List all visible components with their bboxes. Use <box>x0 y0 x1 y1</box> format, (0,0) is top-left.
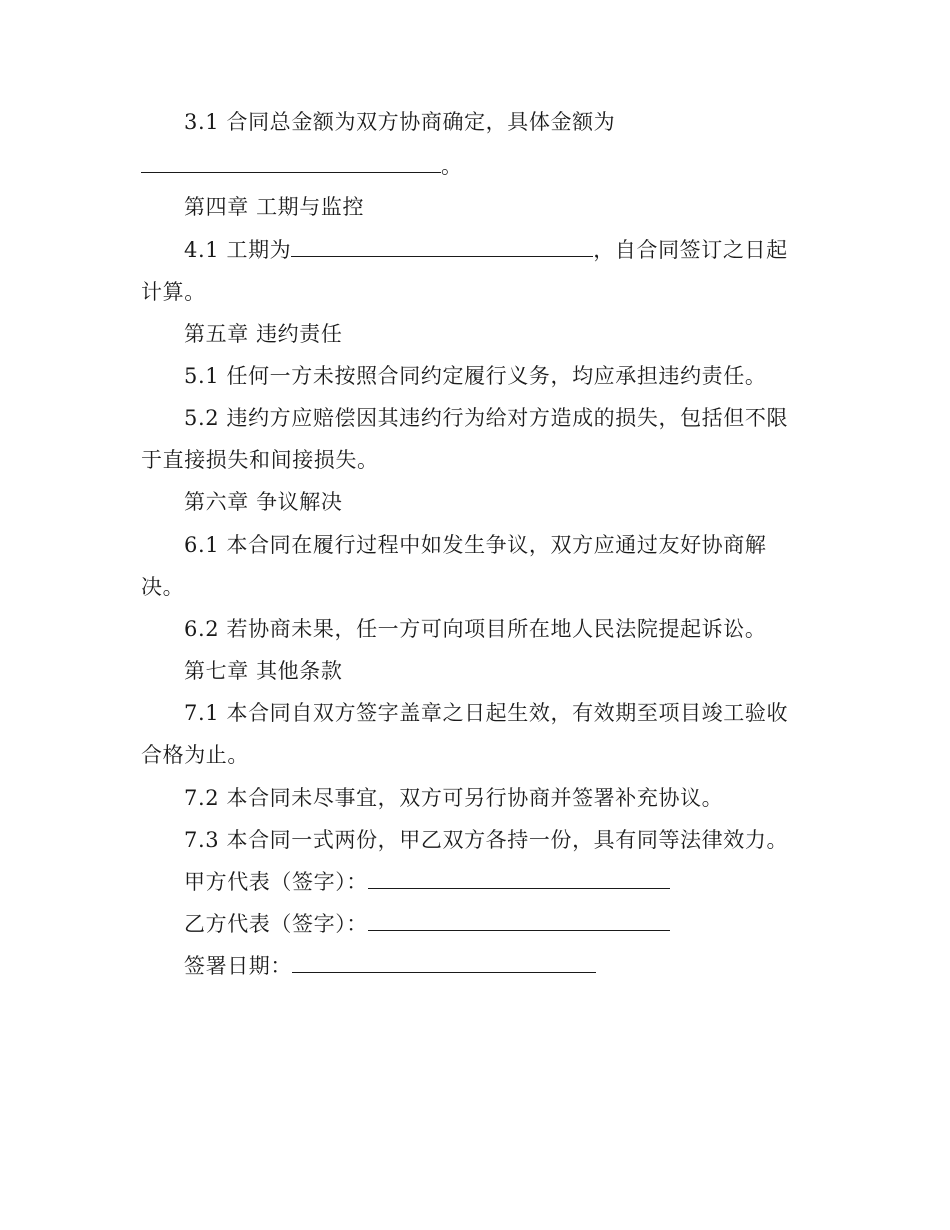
party-a-signature-label: 甲方代表（签字）： <box>184 870 368 894</box>
clause-3-1-end: 。 <box>441 154 463 178</box>
clause-7-2-text: 7.2 本合同未尽事宜，双方可另行协商并签署补充协议。 <box>184 786 724 810</box>
clause-5-1 <box>0 362 950 390</box>
chapter-5-title <box>0 320 950 348</box>
clause-4-1-line2-text: 计算。 <box>141 280 206 304</box>
clause-6-2-text: 6.2 若协商未果，任一方可向项目所在地人民法院提起诉讼。 <box>184 617 767 641</box>
chapter-4-title-text: 第四章 工期与监控 <box>184 195 365 219</box>
amount-blank-field[interactable] <box>141 152 441 173</box>
clause-6-2 <box>0 615 950 643</box>
clause-7-1-line2-text: 合格为止。 <box>141 743 249 767</box>
clause-4-1-line2 <box>0 278 950 306</box>
clause-7-1-line2 <box>0 741 950 769</box>
duration-blank-field[interactable] <box>291 236 593 257</box>
clause-6-1-line2 <box>0 573 950 601</box>
party-a-signature-field[interactable] <box>368 868 670 889</box>
sign-date-label: 签署日期： <box>184 954 292 978</box>
clause-7-3 <box>0 826 950 854</box>
clause-5-2-line2-text: 于直接损失和间接损失。 <box>141 448 379 472</box>
clause-3-1-text: 3.1 合同总金额为双方协商确定，具体金额为 <box>184 110 616 134</box>
chapter-7-title-text: 第七章 其他条款 <box>184 659 343 683</box>
chapter-5-title-text: 第五章 违约责任 <box>184 322 343 346</box>
clause-6-1-line1 <box>0 531 950 559</box>
clause-6-1-text: 6.1 本合同在履行过程中如发生争议，双方应通过友好协商解 <box>184 533 767 557</box>
sign-date-row <box>0 952 950 980</box>
clause-7-1-text: 7.1 本合同自双方签字盖章之日起生效，有效期至项目竣工验收 <box>184 701 789 725</box>
party-a-signature-row <box>0 868 950 896</box>
clause-4-1-suffix: ，自合同签订之日起 <box>593 238 788 262</box>
clause-6-1-line2-text: 决。 <box>141 575 185 599</box>
clause-7-2 <box>0 784 950 812</box>
clause-7-1-line1 <box>0 699 950 727</box>
clause-4-1-prefix: 4.1 工期为 <box>184 238 292 262</box>
clause-3-1-line1 <box>0 108 950 136</box>
clause-5-2-line2 <box>0 446 950 474</box>
chapter-6-title-text: 第六章 争议解决 <box>184 490 343 514</box>
chapter-4-title <box>0 193 950 221</box>
clause-7-3-text: 7.3 本合同一式两份，甲乙双方各持一份，具有同等法律效力。 <box>184 828 789 852</box>
clause-5-2-line1 <box>0 404 950 432</box>
chapter-6-title <box>0 488 950 516</box>
clause-5-1-text: 5.1 任何一方未按照合同约定履行义务，均应承担违约责任。 <box>184 364 767 388</box>
sign-date-field[interactable] <box>292 952 596 973</box>
party-b-signature-row <box>0 910 950 938</box>
party-b-signature-field[interactable] <box>368 910 670 931</box>
clause-5-2-text: 5.2 违约方应赔偿因其违约行为给对方造成的损失，包括但不限 <box>184 406 789 430</box>
chapter-7-title <box>0 657 950 685</box>
clause-4-1-line1 <box>0 236 950 264</box>
clause-3-1-line2 <box>0 152 950 180</box>
party-b-signature-label: 乙方代表（签字）： <box>184 912 368 936</box>
